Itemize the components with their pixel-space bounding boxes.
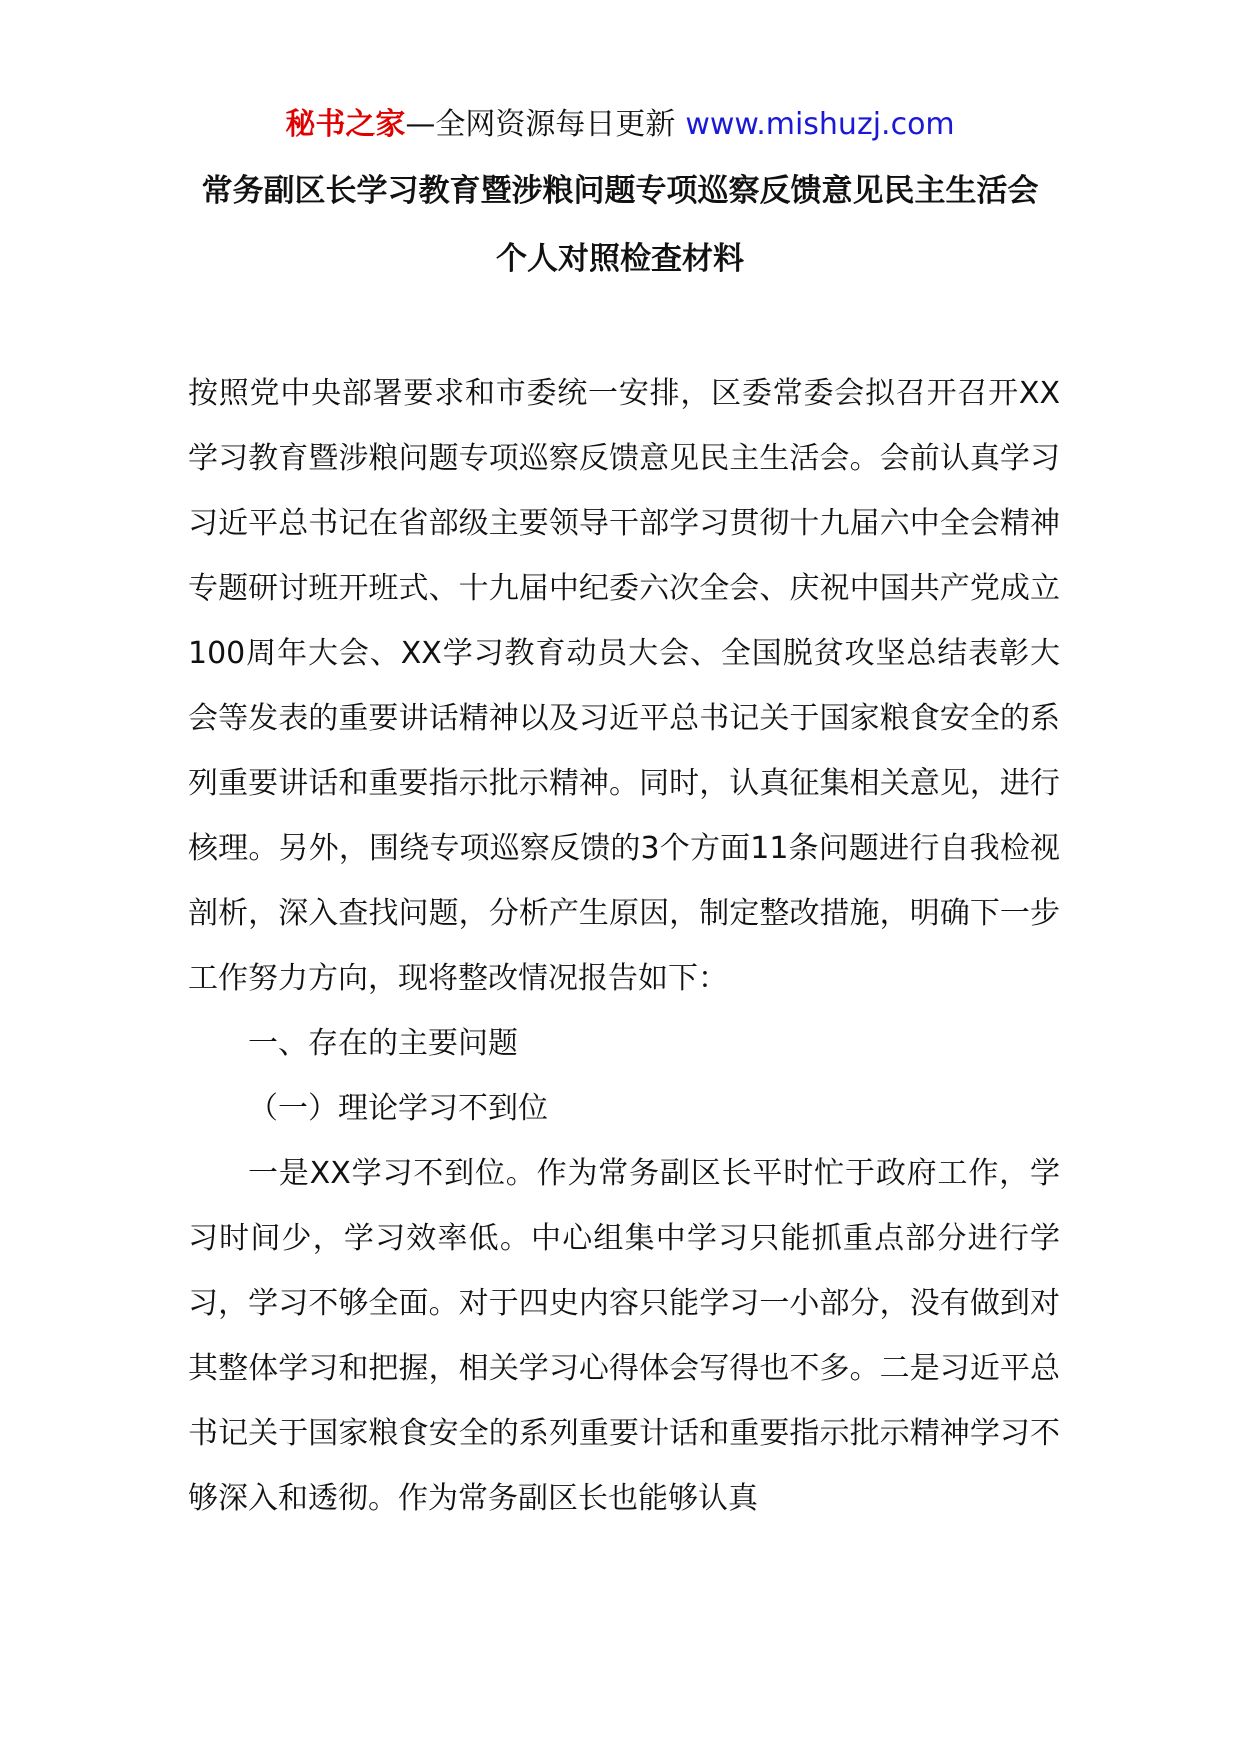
document-body [188,361,1060,1531]
site-slogan: —全网资源每日更新 [405,107,676,142]
site-brand: 秘书之家 [285,107,406,142]
document-title-line-1: 常务副区长学习教育暨涉粮问题专项巡察反馈意见民主生活会 [201,173,1039,209]
subsection-heading: （一）理论学习不到位 [248,1091,548,1126]
section-heading: 一、存在的主要问题 [248,1026,518,1061]
intro-paragraph: 按照党中央部署要求和市委统一安排，区委常委会拟召开召开XX学习教育暨涉粮问题专项巡察反馈意见民主生活会。会前认真学习习近平总书记在省部级主要领导干部学习贯彻十九届六中全会精神专题研讨班开班式、十九届中纪委六次全会、庆祝中国共产党成立100周年大会、XX学习教育动员大会、全国脱贫攻坚总结表彰大会等发表的重要讲话精神以及习近平总书记关于国家粮食安全的系列重要讲话和重要指示批示精神。同时，认真征集相关意见，进行核理。另外，围绕专项巡察反馈的3个方面11条问题进行自我检视剖析，深入查找问题，分析产生原因，制定整改措施，明确下一步工作努力方向，现将整改情况报告如下： [188,376,1060,996]
document-title-line-2: 个人对照检查材料 [496,241,744,277]
site-header [0,100,1240,150]
body-paragraph: 一是XX学习不到位。作为常务副区长平时忙于政府工作，学习时间少，学习效率低。中心组集中学习只能抓重点部分进行学习，学习不够全面。对于四史内容只能学习一小部分，没有做到对其整体学习和把握，相关学习心得体会写得也不多。二是习近平总书记关于国家粮食安全的系列重要计话和重要指示批示精神学习不够深入和透彻。作为常务副区长也能够认真 [188,1156,1060,1516]
site-url-link[interactable]: www.mishuzj.com [685,107,955,142]
